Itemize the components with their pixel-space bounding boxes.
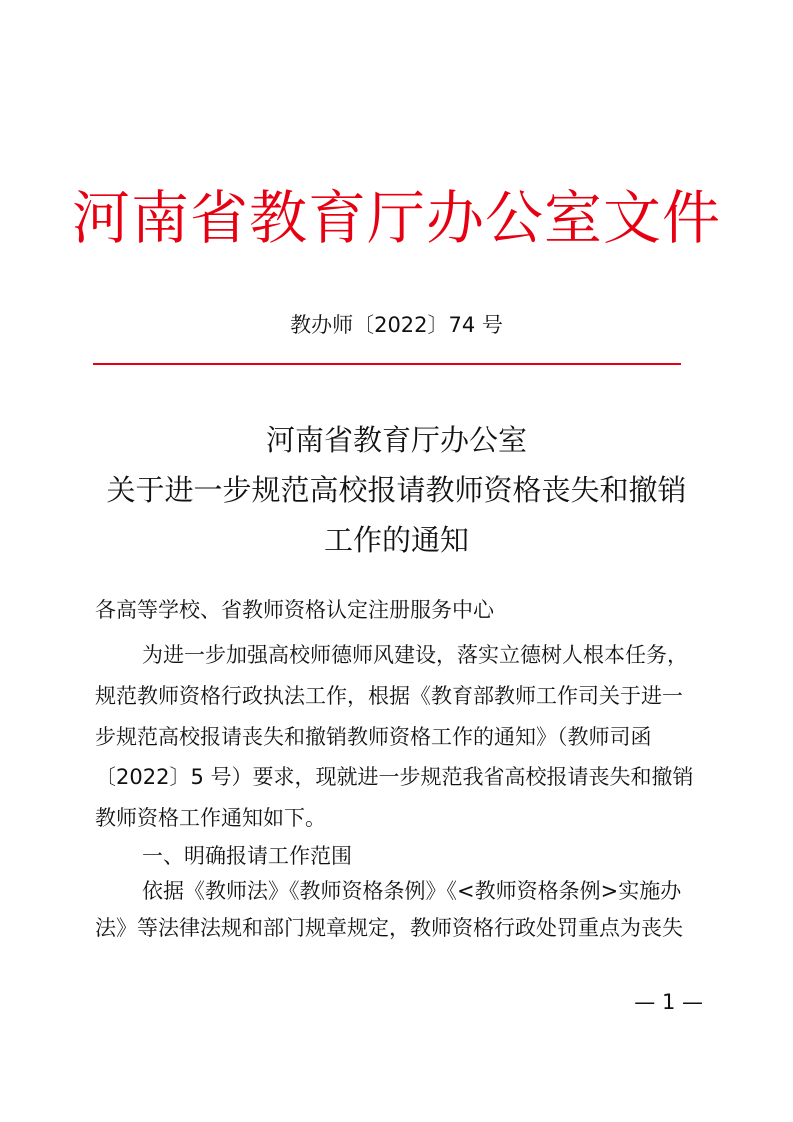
notice-title-line-3: 工作的通知 xyxy=(323,523,469,557)
notice-title-line-2: 关于进一步规范高校报请教师资格丧失和撤销 xyxy=(106,473,687,507)
notice-title-line-1: 河南省教育厅办公室 xyxy=(265,423,527,457)
body-line-2: 规范教师资格行政执法工作，根据《教育部教师工作司关于进一 xyxy=(95,684,683,708)
body-line-7: 法》等法律法规和部门规章规定，教师资格行政处罚重点为丧失 xyxy=(95,916,683,940)
header-red-divider xyxy=(93,363,681,365)
body-line-3: 步规范高校报请丧失和撤销教师资格工作的通知》（教师司函 xyxy=(95,725,652,749)
section-heading-1: 一、明确报请工作范围 xyxy=(142,844,352,868)
body-line-1: 为进一步加强高校师德师风建设，落实立德树人根本任务， xyxy=(142,643,688,667)
body-line-6: 依据《教师法》《教师资格条例》《<教师资格条例>实施办 xyxy=(142,879,682,903)
page-number: — 1 — xyxy=(634,990,703,1014)
body-line-5: 教师资格工作通知如下。 xyxy=(95,806,326,830)
document-number: 教办师〔2022〕74 号 xyxy=(290,313,503,337)
body-line-4: 〔2022〕5 号）要求，现就进一步规范我省高校报请丧失和撤销 xyxy=(95,765,694,789)
document-header-title: 河南省教育厅办公室文件 xyxy=(71,184,721,252)
recipients-line: 各高等学校、省教师资格认定注册服务中心 xyxy=(95,598,494,622)
